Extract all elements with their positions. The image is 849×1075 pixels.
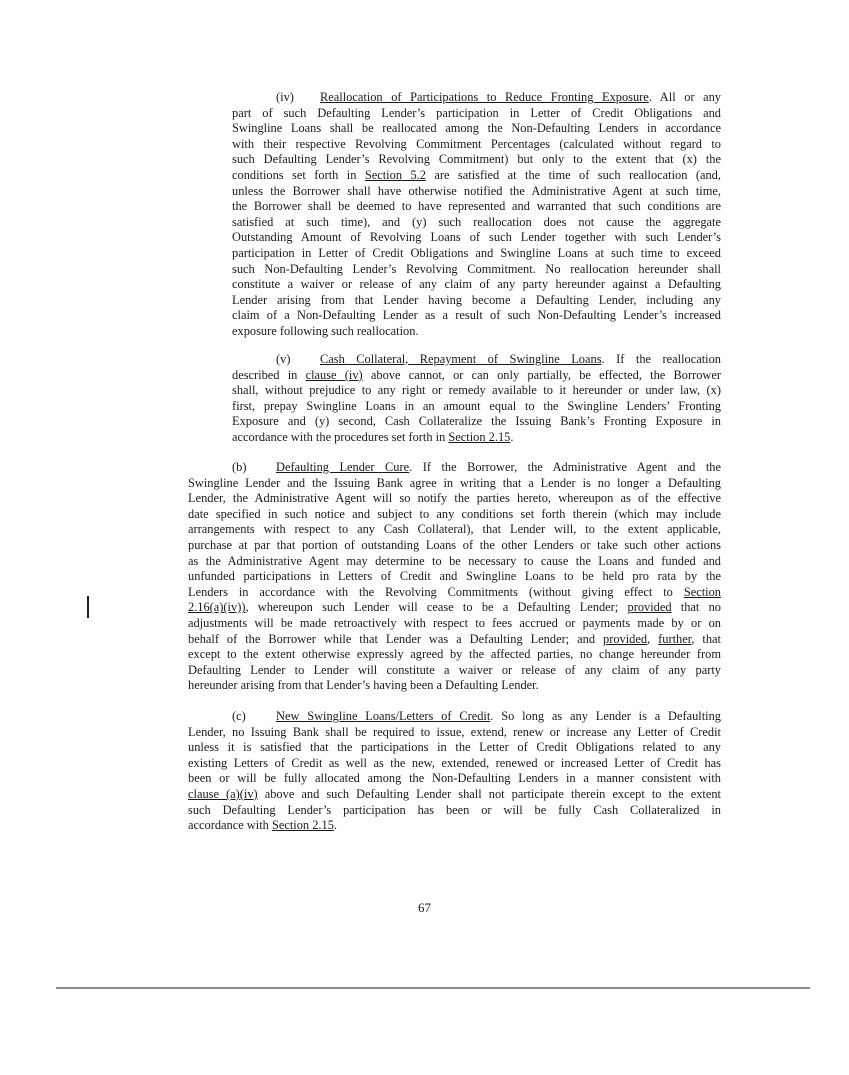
provided-term: provided [603,631,648,646]
paragraph-number: (iv) [276,90,294,104]
revision-change-bar [87,596,89,618]
clause-reference: clause (iv) [305,367,363,382]
section-reference: Section 2.15 [448,429,511,444]
provided-term: provided [627,600,672,615]
section-reference: Section 2.15 [271,818,334,833]
clause-reference: clause (a)(iv) [188,786,258,801]
footer-divider [56,987,810,989]
paragraph-v: (v) Cash Collateral, Repayment of Swingline Loans. If the reallocation described in clause (iv) above cannot, or can only partially, be effected, the Borrower shall, without prejudice to any right or remedy available to it hereunder or under law, (x) first, prepay Swingline Loans in an amount equal to the Swingline Lenders’ Fronting Exposure and (y) second, Cash Collateralize the Issuing Bank’s Fronting Exposure in accordance with the procedures set forth in Section 2.15. [232,352,721,444]
paragraph-b: (b) Defaulting Lender Cure. If the Borrower, the Administrative Agent and the Swingline Lender and the Issuing Bank agree in writing that a Lender is no longer a Defaulting Lender, the Administrative Agent will so notify the parties hereto, whereupon as of the effective date specified in such notice and subject to any conditions set forth therein (which may include arrangements with respect to any Cash Collateral), that Lender will, to the extent applicable, purchase at par that portion of outstanding Loans of the other Lenders or take such other actions as the Administrative Agent may determine to be necessary to cause the Loans and funded and unfunded participations in Letters of Credit and Swingline Loans to be held pro rata by the Lenders in accordance with the Revolving Commitments (without giving effect to Section 2.16(a)(iv)), whereupon such Lender will cease to be a Defaulting Lender; provided that no adjustments will be made retroactively with respect to fees accrued or payments made by or on behalf of the Borrower while that Lender was a Defaulting Lender; and provided, further, that except to the extent otherwise expressly agreed by the affected parties, no change hereunder from Defaulting Lender to Lender will constitute a waiver or release of any claim of any party hereunder arising from that Lender’s having been a Defaulting Lender. [188,460,722,693]
paragraph-heading: New Swingline Loans/Letters of Credit [276,709,491,723]
paragraph-heading: Reallocation of Participations to Reduce Fronting Exposure [320,90,649,104]
page-number: 67 [418,900,431,915]
section-reference: 2.16(a)(iv)) [188,600,246,615]
paragraph-heading: Defaulting Lender Cure [276,460,410,474]
paragraph-c: (c) New Swingline Loans/Letters of Credit. So long as any Lender is a Defaulting Lender, no Issuing Bank shall be required to issue, extend, renew or increase any Letter of Credit unless it is satisfied that the participations in the Letter of Credit Obligations related to any existing Letters of Credit as well as the new, extended, renewed or increased Letter of Credit has been or will be fully allocated among the Non-Defaulting Lenders in a manner consistent with clause (a)(iv) above and such Defaulting Lender shall not participate therein except to the extent such Defaulting Lender’s participation has been or will be fully Cash Collateralized in accordance with Section 2.15. [188,709,721,833]
paragraph-number: (c) [232,709,246,723]
paragraph-number: (b) [232,460,247,474]
paragraph-iv: (iv) Reallocation of Participations to Reduce Fronting Exposure. All or any part of such Defaulting Lender’s participation in Letter of Credit Obligations and Swingline Loans shall be reallocated among the Non-Defaulting Lenders in accordance with their respective Revolving Commitment Percentages (calculated without regard to such Defaulting Lender’s Revolving Commitment) but only to the extent that (x) the conditions set forth in Section 5.2 are satisfied at the time of such reallocation (and, unless the Borrower shall have otherwise notified the Administrative Agent at such time, the Borrower shall be deemed to have represented and warranted that such conditions are satisfied at such time), and (y) such reallocation does not cause the aggregate Outstanding Amount of Revolving Loans of such Lender together with such Lender’s participation in Letter of Credit Obligations and Swingline Loans at such time to exceed such Non-Defaulting Lender’s Revolving Commitment. No reallocation hereunder shall constitute a waiver or release of any claim of any party hereunder against a Defaulting Lender arising from that Lender having become a Defaulting Lender, including any claim of a Non-Defaulting Lender as a result of such Non-Defaulting Lender’s increased exposure following such reallocation. [232,90,721,338]
paragraph-number: (v) [276,352,291,366]
section-reference: Section 5.2 [364,167,426,182]
further-term: further [658,631,692,646]
section-reference: Section [683,584,721,599]
paragraph-heading: Cash Collateral, Repayment of Swingline Loans [320,352,602,366]
